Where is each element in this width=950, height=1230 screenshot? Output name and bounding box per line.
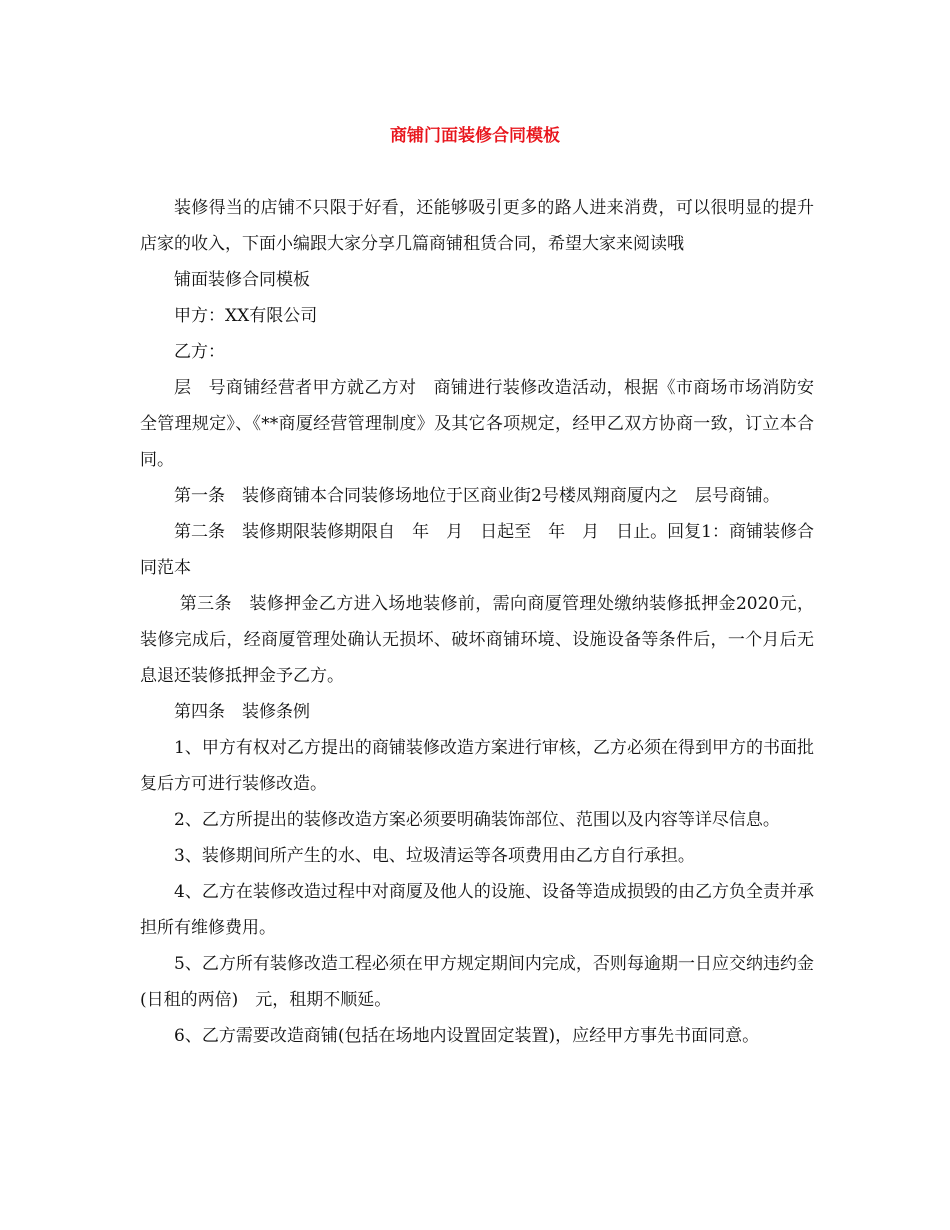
article-4-heading: 第四条 装修条例 <box>174 702 310 722</box>
clause-5-paragraph: 5、乙方所有装修改造工程必须在甲方规定期间内完成，否则每逾期一日应交纳违约金(日租的两倍) 元，租期不顺延。 <box>140 954 814 1010</box>
clause-4-paragraph: 4、乙方在装修改造过程中对商厦及他人的设施、设备等造成损毁的由乙方负全责并承担所有维修费用。 <box>140 882 814 938</box>
contract-heading: 铺面装修合同模板 <box>174 270 310 290</box>
preamble-paragraph: 层 号商铺经营者甲方就乙方对 商铺进行装修改造活动，根据《市商场市场消防安全管理规定》、《**商厦经营管理制度》及其它各项规定，经甲乙双方协商一致，订立本合同。 <box>140 378 814 470</box>
party-a-line: 甲方：XX有限公司 <box>174 306 318 326</box>
article-3-paragraph: 第三条 装修押金乙方进入场地装修前，需向商厦管理处缴纳装修抵押金2020元，装修完成后，经商厦管理处确认无损坏、破坏商铺环境、设施设备等条件后，一个月后无息退还装修抵押金予乙方。 <box>140 594 815 686</box>
clause-6-paragraph: 6、乙方需要改造商铺(包括在场地内设置固定装置)，应经甲方事先书面同意。 <box>174 1026 760 1046</box>
intro-paragraph: 装修得当的店铺不只限于好看，还能够吸引更多的路人进来消费，可以很明显的提升店家的收入，下面小编跟大家分享几篇商铺租赁合同，希望大家来阅读哦 <box>140 198 814 254</box>
document-body <box>140 190 814 1054</box>
clause-1-paragraph: 1、甲方有权对乙方提出的商铺装修改造方案进行审核，乙方必须在得到甲方的书面批复后方可进行装修改造。 <box>140 738 814 794</box>
clause-3-paragraph: 3、装修期间所产生的水、电、垃圾清运等各项费用由乙方自行承担。 <box>174 846 695 866</box>
clause-2-paragraph: 2、乙方所提出的装修改造方案必须要明确装饰部位、范围以及内容等详尽信息。 <box>174 810 780 830</box>
article-2-paragraph: 第二条 装修期限装修期限自 年 月 日起至 年 月 日止。回复1：商铺装修合同范本 <box>140 522 814 578</box>
party-b-line: 乙方： <box>174 342 225 362</box>
document-title: 商铺门面装修合同模板 <box>390 126 560 146</box>
article-1-paragraph: 第一条 装修商铺本合同装修场地位于区商业街2号楼凤翔商厦内之 层号商铺。 <box>174 486 780 506</box>
